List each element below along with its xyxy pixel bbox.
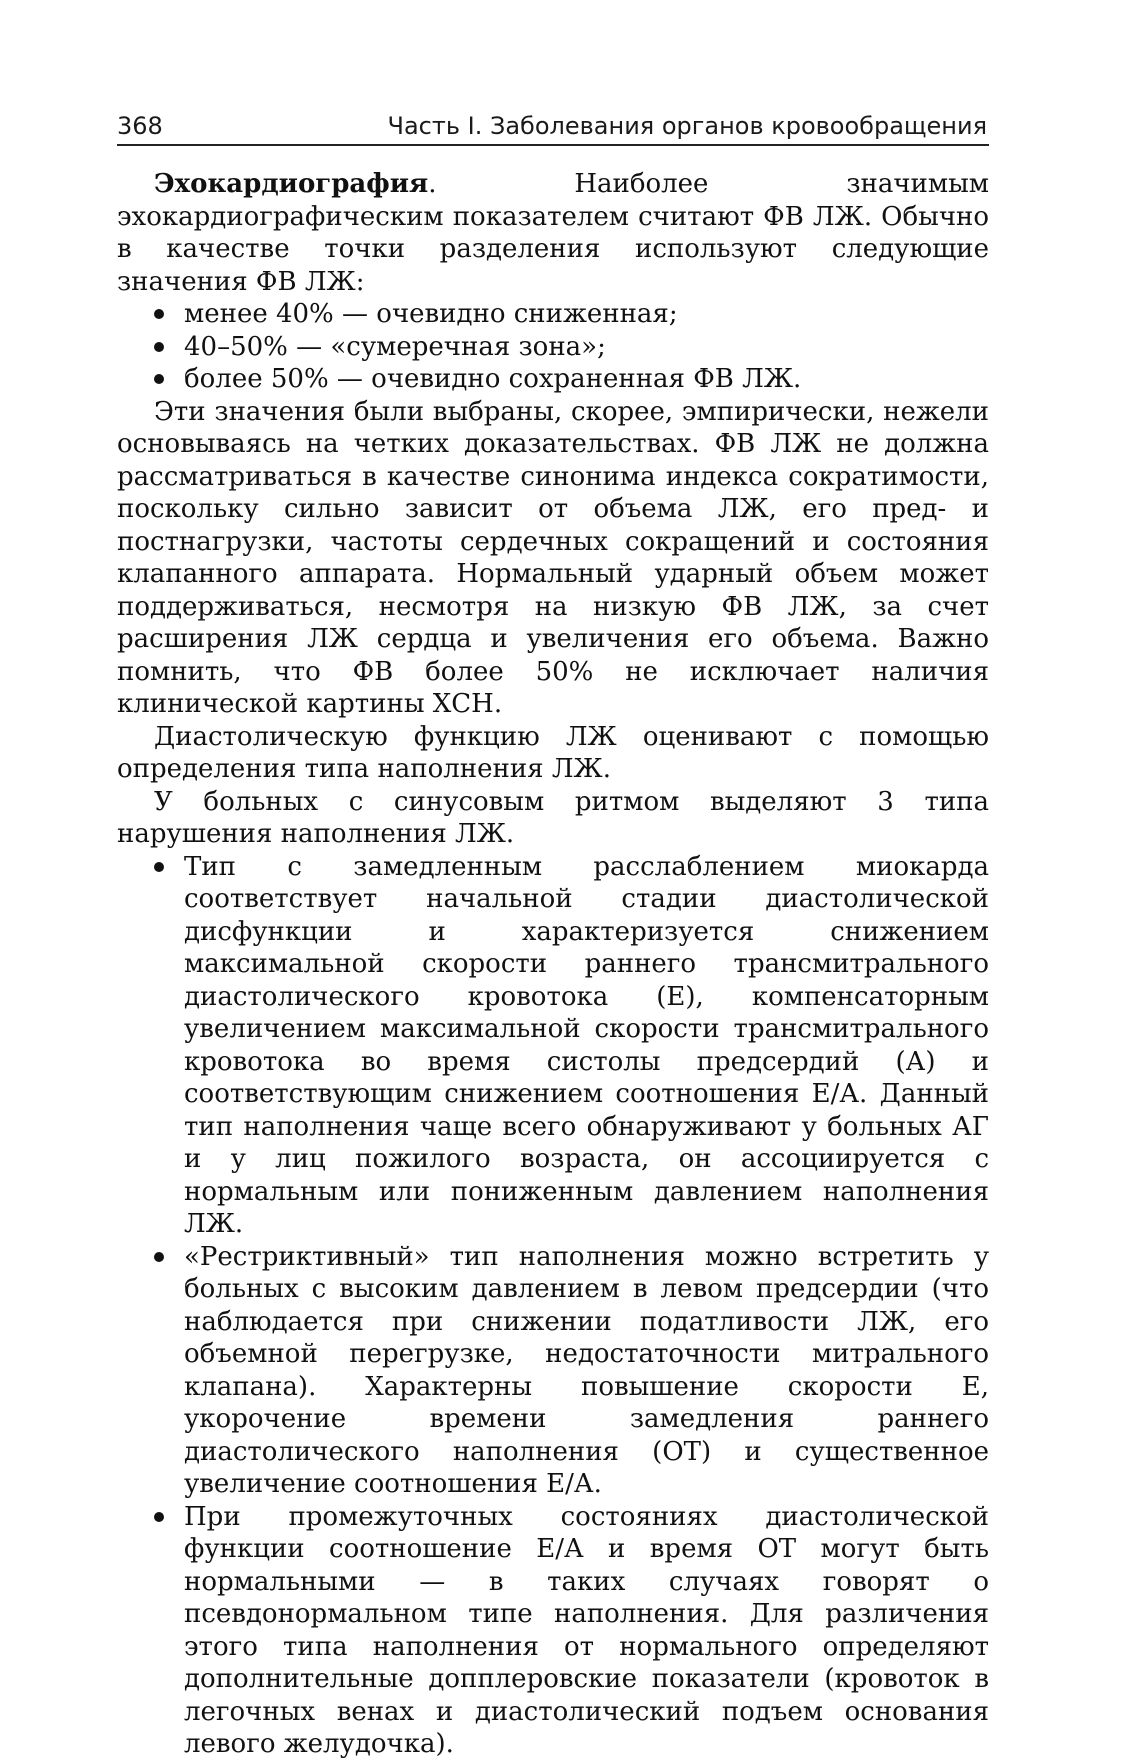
paragraph-diastolic-function: Диастолическую функцию ЛЖ оценивают с помощью определения типа наполнения ЛЖ.	[117, 721, 989, 784]
ef-values-list	[117, 298, 989, 396]
paragraph-lead-term: Эхокардиография	[154, 169, 429, 199]
paragraph-text: . Наиболее значимым эхокардиографическим показателем считают ФВ ЛЖ. Обычно в качестве точки разделения используют следующие значения ФВ ЛЖ:	[117, 169, 989, 297]
running-header	[117, 108, 989, 146]
list-item	[117, 1241, 989, 1501]
list-item	[117, 298, 989, 331]
bullet-icon	[154, 374, 164, 384]
list-item-text: При промежуточных состояниях диастолической функции соотношение Е/А и время ОТ могут быть нормальными — в таких случаях говорят о псевдонормальном типе наполнения. Для различения этого типа наполнения от нормального определяют дополнительные допплеровские показатели (кровоток в легочных венах и диастолический подъем основания левого желудочка).	[184, 1501, 989, 1759]
paragraph-echocardiography	[117, 168, 989, 298]
running-title: Часть I. Заболевания органов кровообращения	[387, 112, 987, 140]
page-body	[117, 168, 989, 1761]
filling-types-list	[117, 851, 989, 1761]
list-item-text: Тип с замедленным расслаблением миокарда соответствует начальной стадии диастолической дисфункции и характеризуется снижением максимальной скорости раннего трансмитрального диастолического кровотока (Е), компенсаторным увеличением максимальной скорости трансмитрального кровотока во время систолы предсердий (А) и соответствующим снижением соотношения Е/А. Данный тип наполнения чаще всего обнаруживают у больных АГ и у лиц пожилого возраста, он ассоциируется с нормальным или пониженным давлением наполнения ЛЖ.	[184, 851, 989, 1239]
list-item-text: 40–50% — «сумеречная зона»;	[184, 331, 606, 362]
list-item-text: менее 40% — очевидно сниженная;	[184, 299, 678, 329]
paragraph-ef-discussion: Эти значения были выбраны, скорее, эмпирически, нежели основываясь на четких доказательствах. ФВ ЛЖ не должна рассматриваться в качестве синонима индекса сократимости, поскольку сильно зависит от объема ЛЖ, его пред- и постнагрузки, частоты сердечных сокращений и состояния клапанного аппарата. Нормальный ударный объем может поддерживаться, несмотря на низкую ФВ ЛЖ, за счет расширения ЛЖ сердца и увеличения его объема. Важно помнить, что ФВ более 50% не исключает наличия клинической картины ХСН.	[117, 396, 989, 719]
bullet-icon	[154, 862, 164, 872]
bullet-icon	[154, 342, 164, 352]
bullet-icon	[154, 1512, 164, 1522]
bullet-icon	[154, 309, 164, 319]
list-item	[117, 363, 989, 396]
paragraph-filling-types: У больных с синусовым ритмом выделяют 3 типа нарушения наполнения ЛЖ.	[117, 786, 989, 849]
page-number: 368	[117, 112, 163, 140]
list-item-text: более 50% — очевидно сохраненная ФВ ЛЖ.	[184, 364, 802, 394]
list-item	[117, 1501, 989, 1761]
list-item	[117, 851, 989, 1241]
list-item	[117, 331, 989, 364]
list-item-text: «Рестриктивный» тип наполнения можно встретить у больных с высоким давлением в левом предсердии (что наблюдается при снижении податливости ЛЖ, его объемной перегрузке, недостаточности митрального клапана). Характерны повышение скорости Е, укорочение времени замедления раннего диастолического наполнения (ОТ) и существенное увеличение соотношения Е/А.	[184, 1241, 989, 1499]
bullet-icon	[154, 1252, 164, 1262]
